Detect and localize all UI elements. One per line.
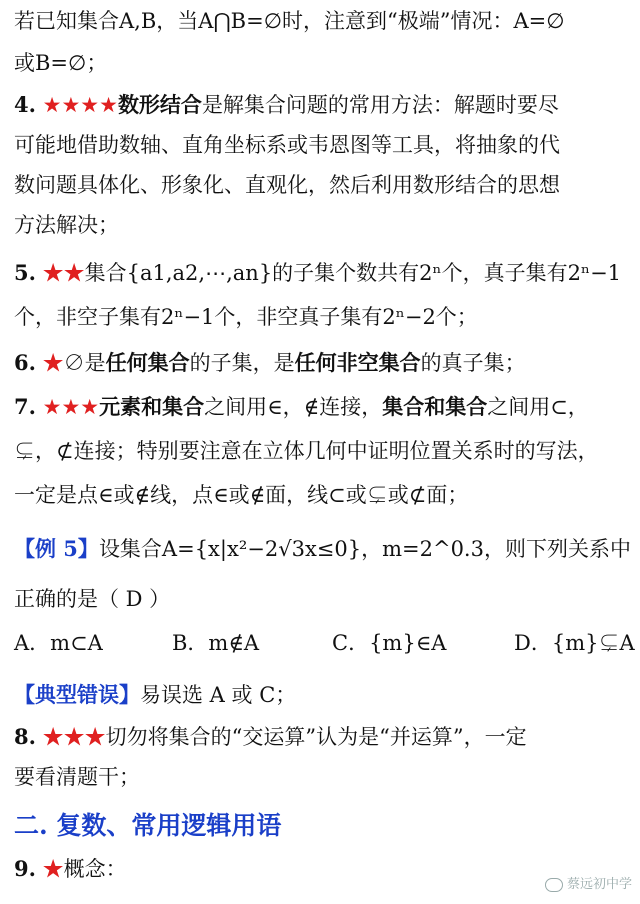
item-4-text-1: 是解集合问题的常用方法：解题时要尽 — [201, 93, 559, 117]
section-heading: 二. 复数、常用逻辑用语 — [14, 811, 282, 840]
example-text-1: 设集合A={x|x²−2√3x≤0}，m=2^0.3，则下列关系中 — [98, 537, 631, 561]
item-5-stars: ★★ — [42, 261, 85, 285]
item-8-line-2 — [14, 762, 632, 792]
text-line-2: 或B=∅； — [14, 51, 108, 75]
example-tag: 【例 5】 — [14, 536, 99, 561]
item-6-text-1: ∅是 — [63, 351, 106, 375]
item-9-stars: ★ — [42, 857, 64, 881]
item-7-text-3: ⊊，⊄连接；特别要注意在立体几何中证明位置关系时的写法， — [14, 439, 599, 463]
item-7-stars: ★★★ — [42, 395, 100, 419]
item-7-number: 7. — [14, 394, 36, 419]
item-7-text-4: 一定是点∈或∉线，点∈或∉面，线⊂或⊊或⊄面； — [14, 483, 469, 507]
item-7-text-1: 之间用∈，∉连接， — [204, 395, 383, 419]
wechat-icon — [545, 878, 563, 892]
item-5 — [14, 258, 632, 288]
item-5-number: 5. — [14, 260, 36, 285]
option-b: B．m∉A — [172, 631, 260, 655]
item-7-keyword-1: 元素和集合 — [99, 394, 205, 419]
item-7-line-2 — [14, 436, 632, 466]
item-8-text-1: 切勿将集合的“交运算”认为是“并运算”，一定 — [105, 725, 527, 749]
line-2 — [14, 48, 632, 78]
item-4-text-2: 可能地借助数轴、直角坐标系或韦恩图等工具，将抽象的代 — [14, 133, 560, 157]
item-4-stars: ★★★★ — [42, 93, 118, 117]
watermark — [545, 873, 632, 892]
item-7-text-2: 之间用⊂， — [487, 395, 589, 419]
item-4-line-3 — [14, 170, 632, 200]
item-4-number: 4. — [14, 92, 36, 117]
item-8-number: 8. — [14, 724, 36, 749]
text-line-1: 若已知集合A,B，当A⋂B=∅时，注意到“极端”情况：A=∅ — [14, 9, 565, 33]
option-a: A．m⊂A — [14, 631, 103, 655]
example-line-2 — [14, 584, 632, 614]
item-8-stars: ★★★ — [42, 725, 106, 749]
example-5 — [14, 534, 632, 564]
item-6-text-2: 的子集，是 — [189, 351, 295, 375]
item-5-text-1: 集合{a1,a2,⋯,an}的子集个数共有2ⁿ个，真子集有2ⁿ−1 — [84, 261, 622, 285]
option-d: D．{m}⊊A — [514, 631, 635, 655]
error-text: 易误选 A 或 C； — [140, 683, 297, 707]
watermark-text: 蔡远初中学 — [566, 877, 632, 892]
item-8-text-2: 要看清题干； — [14, 765, 140, 789]
option-c: C．{m}∈A — [332, 631, 447, 655]
item-7-keyword-2: 集合和集合 — [382, 394, 488, 419]
typical-error — [14, 680, 632, 710]
item-7-line-3 — [14, 480, 632, 510]
item-4-keyword: 数形结合 — [117, 92, 202, 117]
item-6-text-3: 的真子集； — [420, 351, 526, 375]
item-4-text-3: 数问题具体化、形象化、直观化，然后利用数形结合的思想 — [14, 173, 560, 197]
item-4-text-4: 方法解决； — [14, 213, 119, 237]
item-5-line-2 — [14, 302, 632, 332]
item-9-text: 概念： — [63, 857, 127, 881]
item-4-line-4 — [14, 210, 632, 240]
item-9 — [14, 854, 632, 884]
item-6-keyword-1: 任何集合 — [105, 350, 190, 375]
example-text-2: 正确的是（ D ） — [14, 587, 171, 611]
item-8 — [14, 722, 632, 752]
item-4 — [14, 90, 632, 120]
item-9-number: 9. — [14, 856, 36, 881]
error-tag: 【典型错误】 — [14, 682, 140, 707]
item-6 — [14, 348, 632, 378]
line-1 — [14, 6, 632, 36]
item-4-line-2 — [14, 130, 632, 160]
item-6-number: 6. — [14, 350, 36, 375]
item-6-keyword-2: 任何非空集合 — [294, 350, 421, 375]
item-7 — [14, 392, 632, 422]
item-5-text-2: 个，非空子集有2ⁿ−1个，非空真子集有2ⁿ−2个； — [14, 305, 478, 329]
item-6-stars: ★ — [42, 351, 64, 375]
